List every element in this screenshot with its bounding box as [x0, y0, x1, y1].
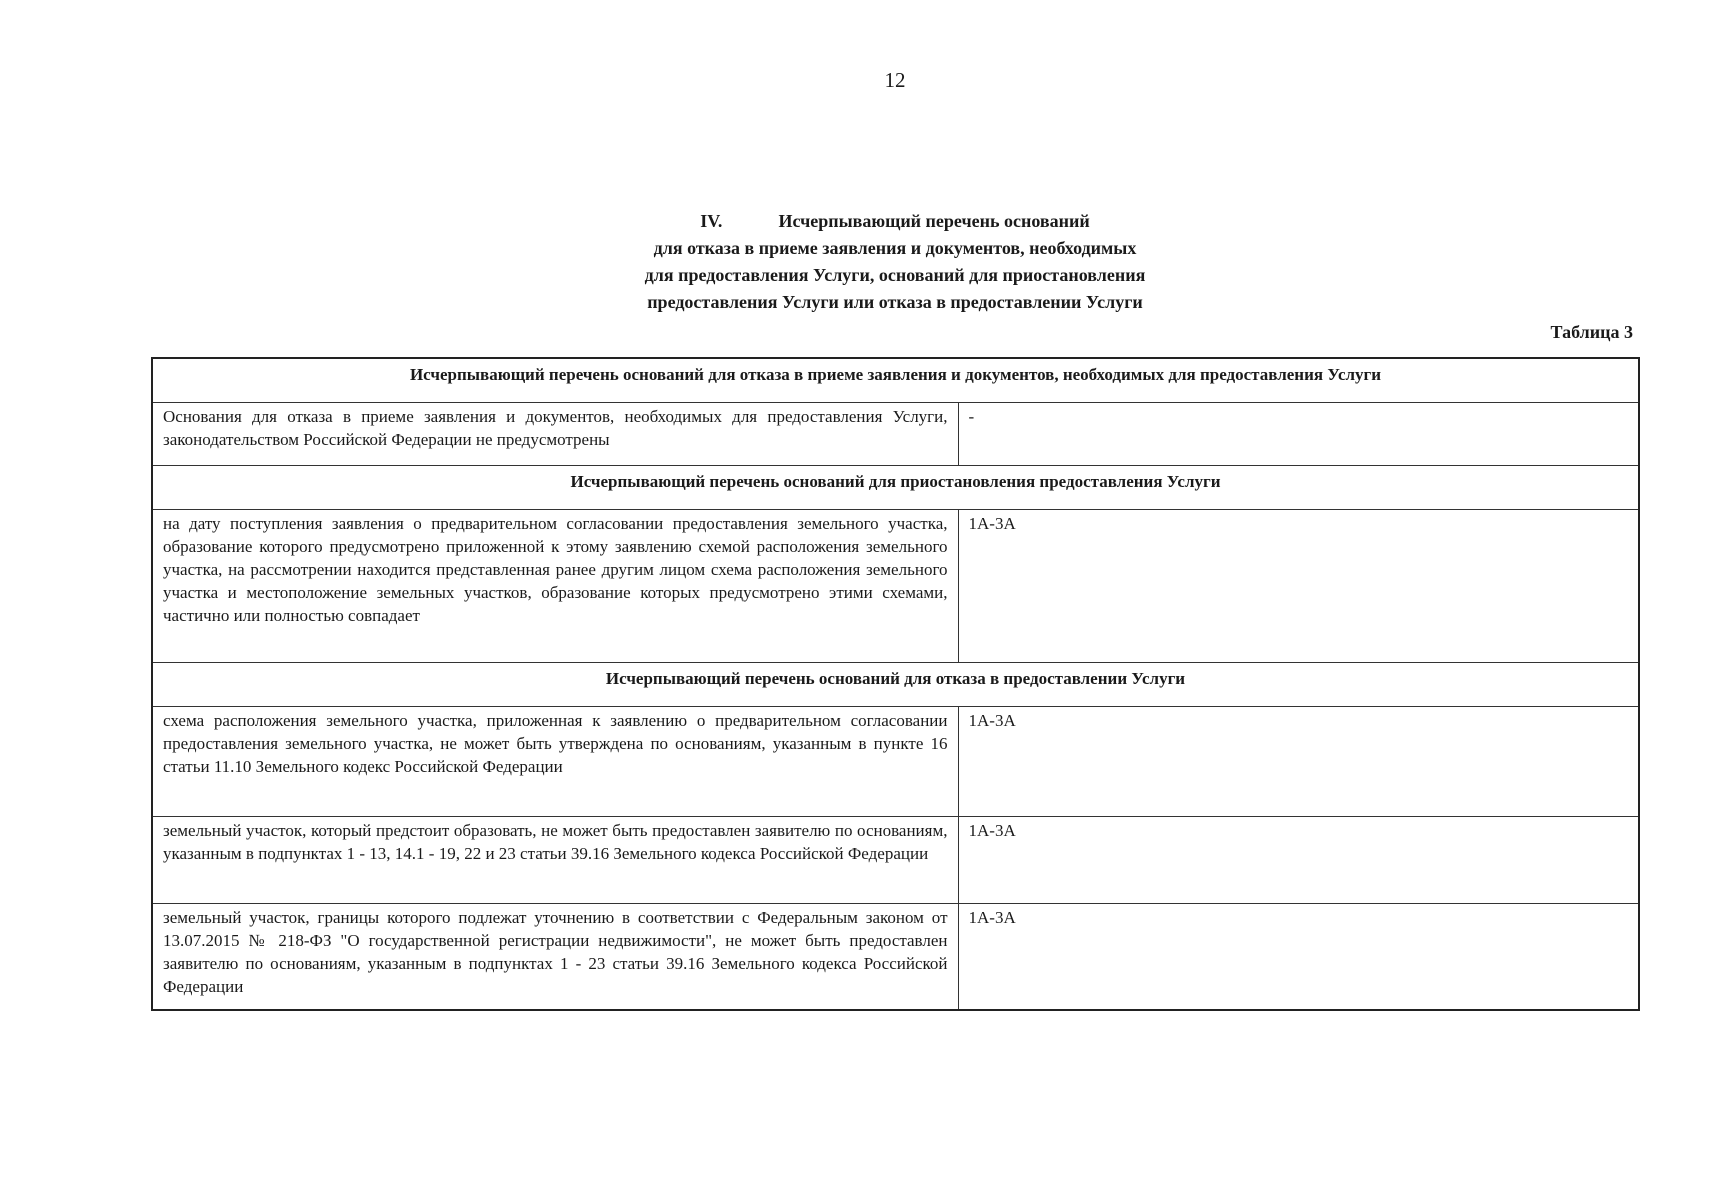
ground-text: на дату поступления заявления о предварительном согласовании предоставления земельного участка, образование которого предусмотрено приложенной к этому заявлению схемой расположения земельного участка, на рассмотрении находится представленная ранее другим лицом схема расположения земельного участка и местоположение земельных участков, образование которых предусмотрено этими схемами, частично или полностью совпадает — [152, 510, 958, 663]
section-heading-line-4: предоставления Услуги или отказа в предоставлении Услуги — [647, 292, 1143, 312]
table-section-header — [152, 358, 1639, 403]
table-row — [152, 904, 1639, 1011]
section-title-refusal-acceptance: Исчерпывающий перечень оснований для отказа в приеме заявления и документов, необходимых для предоставления Услуги — [152, 358, 1639, 403]
ground-code: 1А-3А — [958, 510, 1639, 663]
section-heading-line-1 — [0, 208, 1709, 235]
section-title-refusal-service: Исчерпывающий перечень оснований для отказа в предоставлении Услуги — [152, 663, 1639, 707]
page-number: 12 — [884, 68, 906, 92]
ground-code: 1А-3А — [958, 904, 1639, 1011]
table-row — [152, 817, 1639, 904]
ground-text: схема расположения земельного участка, приложенная к заявлению о предварительном согласовании предоставления земельного участка, не может быть утверждена по основаниям, указанным в пункте 16 статьи 11.10 Земельного кодекс Российской Федерации — [152, 707, 958, 817]
section-roman-numeral: IV. — [700, 211, 723, 231]
section-heading-title: Исчерпывающий перечень оснований — [778, 211, 1090, 231]
table-section-header — [152, 466, 1639, 510]
ground-text: Основания для отказа в приеме заявления и документов, необходимых для предоставления Услуги, законодательством Российской Федерации не предусмотрены — [152, 403, 958, 466]
section-heading — [0, 208, 1709, 316]
ground-code: - — [958, 403, 1639, 466]
ground-code: 1А-3А — [958, 707, 1639, 817]
table-row — [152, 707, 1639, 817]
ground-text: земельный участок, который предстоит образовать, не может быть предоставлен заявителю по основаниям, указанным в подпунктах 1 - 13, 14.1 - 19, 22 и 23 статьи 39.16 Земельного кодекса Российской Федерации — [152, 817, 958, 904]
ground-text: земельный участок, границы которого подлежат уточнению в соответствии с Федеральным законом от 13.07.2015 № 218-ФЗ "О государственной регистрации недвижимости", не может быть предоставлен заявителю по основаниям, указанным в подпунктах 1 - 23 статьи 39.16 Земельного кодекса Российской Федерации — [152, 904, 958, 1011]
table-section-header — [152, 663, 1639, 707]
table-row — [152, 403, 1639, 466]
table-row — [152, 510, 1639, 663]
section-heading-line-2: для отказа в приеме заявления и документов, необходимых — [653, 238, 1137, 258]
section-title-suspension: Исчерпывающий перечень оснований для приостановления предоставления Услуги — [152, 466, 1639, 510]
ground-code: 1А-3А — [958, 817, 1639, 904]
section-heading-line-3: для предоставления Услуги, оснований для приостановления — [644, 265, 1146, 285]
grounds-table — [151, 357, 1640, 1011]
table-label: Таблица 3 — [1550, 322, 1633, 342]
